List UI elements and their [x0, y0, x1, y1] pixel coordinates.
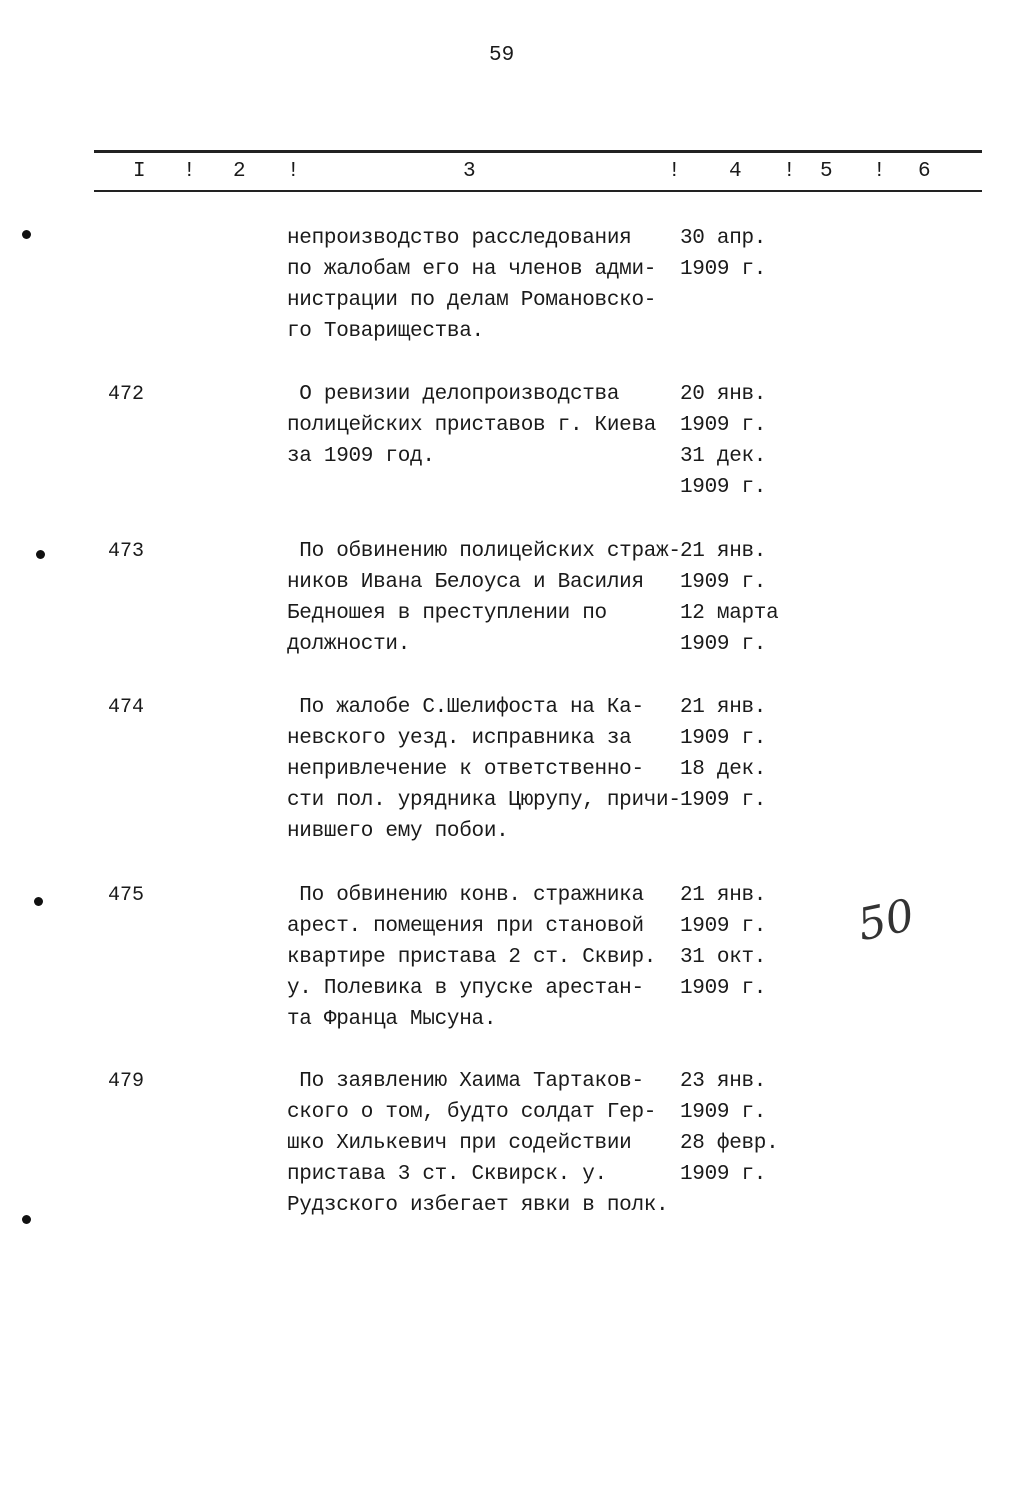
case-date-line: 1909 г.: [680, 414, 767, 437]
case-date-line: 1909 г.: [680, 1101, 767, 1124]
case-date-line: 23 янв.: [680, 1070, 767, 1093]
column-separator: !: [287, 160, 300, 183]
case-date-line: 21 янв.: [680, 884, 767, 907]
case-date-line: 18 дек.: [680, 758, 767, 781]
case-title-line: непривлечение к ответственно-: [287, 758, 644, 781]
case-title-line: по жалобам его на членов адми-: [287, 258, 657, 281]
case-number: 475: [108, 884, 145, 907]
page-number: 59: [489, 44, 515, 67]
case-title-line: По обвинению конв. стражника: [287, 884, 644, 907]
case-title-line: непроизводство расследования: [287, 227, 632, 250]
column-header: 6: [918, 160, 931, 183]
case-title-line: Рудзского избегает явки в полк.: [287, 1194, 669, 1217]
case-title-line: О ревизии делопроизводства: [287, 383, 620, 406]
case-title-line: По заявлению Хаима Тартаков-: [287, 1070, 644, 1093]
case-date-line: 31 дек.: [680, 445, 767, 468]
case-date-line: 1909 г.: [680, 915, 767, 938]
column-header: I: [133, 160, 146, 183]
case-title-line: должности.: [287, 633, 411, 656]
case-date-line: 1909 г.: [680, 727, 767, 750]
case-date-line: 20 янв.: [680, 383, 767, 406]
case-date-line: 30 апр.: [680, 227, 767, 250]
column-header: 3: [463, 160, 476, 183]
case-title-line: го Товарищества.: [287, 320, 484, 343]
case-date-line: 1909 г.: [680, 633, 767, 656]
case-date-line: 12 марта: [680, 602, 779, 625]
column-separator: !: [668, 160, 681, 183]
case-title-line: у. Полевика в упуске арестан-: [287, 977, 644, 1000]
case-date-line: 1909 г.: [680, 789, 767, 812]
case-title-line: сти пол. урядника Цюрупу, причи-: [287, 789, 681, 812]
case-date-line: 1909 г.: [680, 977, 767, 1000]
case-number: 474: [108, 696, 145, 719]
case-number: 472: [108, 383, 145, 406]
case-title-line: за 1909 год.: [287, 445, 435, 468]
punch-hole-mark: [34, 897, 43, 906]
column-header: 5: [820, 160, 833, 183]
punch-hole-mark: [36, 550, 45, 559]
case-number: 473: [108, 540, 145, 563]
case-date-line: 21 янв.: [680, 540, 767, 563]
column-header: 2: [233, 160, 246, 183]
case-date-line: 28 февр.: [680, 1132, 779, 1155]
case-title-line: ского о том, будто солдат Гер-: [287, 1101, 657, 1124]
punch-hole-mark: [22, 1215, 31, 1224]
column-header: 4: [729, 160, 742, 183]
case-title-line: пристава 3 ст. Сквирск. у.: [287, 1163, 607, 1186]
case-date-line: 21 янв.: [680, 696, 767, 719]
case-title-line: нившего ему побои.: [287, 820, 509, 843]
handwritten-note: 50: [853, 889, 919, 952]
column-separator: !: [183, 160, 196, 183]
case-title-line: По жалобе С.Шелифоста на Ка-: [287, 696, 644, 719]
case-date-line: 31 окт.: [680, 946, 767, 969]
case-title-line: невского уезд. исправника за: [287, 727, 632, 750]
case-title-line: арест. помещения при становой: [287, 915, 644, 938]
case-title-line: квартире пристава 2 ст. Сквир.: [287, 946, 657, 969]
case-title-line: та Франца Мысуна.: [287, 1008, 497, 1031]
case-number: 479: [108, 1070, 145, 1093]
case-title-line: По обвинению полицейских страж-: [287, 540, 681, 563]
case-date-line: 1909 г.: [680, 258, 767, 281]
column-separator: !: [873, 160, 886, 183]
case-title-line: нистрации по делам Романовско-: [287, 289, 657, 312]
case-date-line: 1909 г.: [680, 571, 767, 594]
case-title-line: ников Ивана Белоуса и Василия: [287, 571, 644, 594]
punch-hole-mark: [22, 230, 31, 239]
header-top-rule: [94, 150, 982, 153]
case-date-line: 1909 г.: [680, 476, 767, 499]
case-title-line: Бедношея в преступлении по: [287, 602, 607, 625]
case-title-line: шко Хилькевич при содействии: [287, 1132, 632, 1155]
case-title-line: полицейских приставов г. Киева: [287, 414, 657, 437]
header-bottom-rule: [94, 190, 982, 192]
case-date-line: 1909 г.: [680, 1163, 767, 1186]
column-separator: !: [783, 160, 796, 183]
